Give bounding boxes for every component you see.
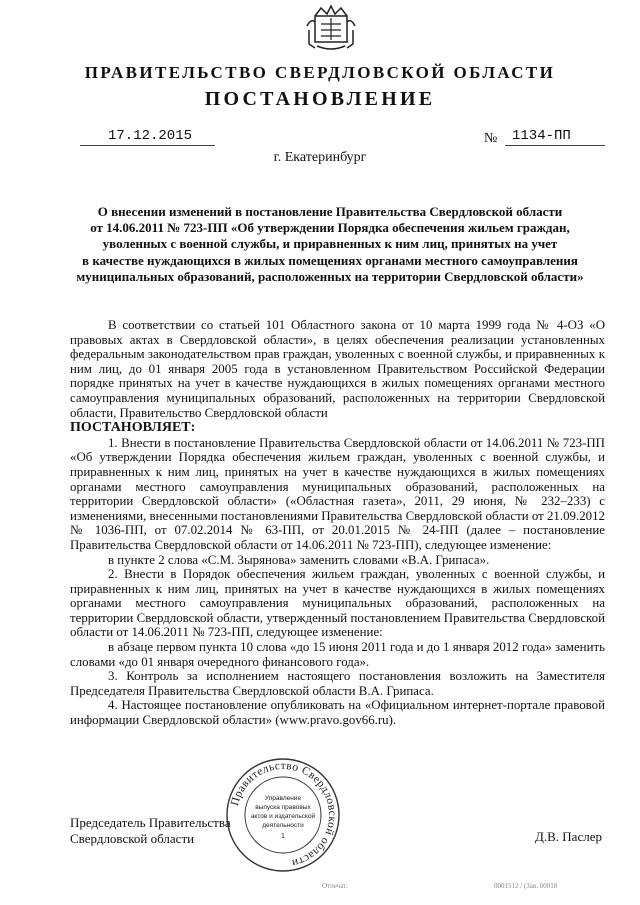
document-title bbox=[70, 204, 590, 285]
city: г. Екатеринбург bbox=[273, 150, 367, 165]
title-line: О внесении изменений в постановление Правительства Свердловской области bbox=[97, 204, 563, 219]
footer-right: 0001512 / (3ав. 00018 bbox=[494, 882, 558, 890]
stamp-number: 1 bbox=[281, 833, 285, 840]
number-sign: № bbox=[484, 131, 498, 146]
title-line: от 14.06.2011 № 723-ПП «Об утверждении Порядка обеспечения жильем граждан, bbox=[90, 220, 570, 236]
item-2-change: в абзаце первом пункта 10 слова «до 15 июня 2011 года и до 1 января 2012 года» заменить словами «до 01 января очередного финансового года». bbox=[70, 640, 605, 669]
date-underline bbox=[80, 145, 215, 146]
item-3: 3. Контроль за исполнением настоящего постановления возложить на Заместителя Председателя Правительства Свердловской области В.А. Грипаса. bbox=[70, 669, 605, 698]
resolves-heading: ПОСТАНОВЛЯЕТ: bbox=[70, 420, 196, 436]
coat-of-arms-icon bbox=[303, 4, 359, 52]
number-underline bbox=[505, 145, 605, 146]
signatory-position bbox=[70, 815, 231, 847]
official-stamp bbox=[224, 756, 342, 874]
title-line: уволенных с военной службы, и приравненных к ним лиц, принятых на учет bbox=[102, 236, 558, 252]
document-number: 1134-ПП bbox=[512, 128, 571, 144]
position-line: Свердловской области bbox=[70, 831, 195, 846]
document-date: 17.12.2015 bbox=[108, 128, 193, 144]
footer-left: Отпечат. bbox=[322, 882, 348, 890]
document-body bbox=[70, 318, 605, 728]
title-line: в качестве нуждающихся в жилых помещениях органами местного самоуправления bbox=[82, 252, 578, 268]
document-type: ПОСТАНОВЛЕНИЕ bbox=[204, 88, 436, 110]
stamp-line: выпуска правовых bbox=[255, 804, 311, 811]
signatory-name: Д.В. Паслер bbox=[535, 829, 602, 844]
item-1-change: в пункте 2 слова «С.М. Зырянова» заменить словами «В.А. Грипаса». bbox=[108, 552, 490, 567]
stamp-line: деятельности bbox=[262, 822, 304, 829]
stamp-line: актов и издательской bbox=[250, 813, 316, 820]
preamble: В соответствии со статьей 101 Областного закона от 10 марта 1999 года № 4-ОЗ «О правовых актах в Свердловской области», в целях обеспечения реализации установленных федеральным законодательством прав граждан, уволенных с военной службы, и приравненных к ним лиц, до 01 января 2005 года в установленном Правительством Российской Федерации порядке принятых на учет в качестве нуждающихся в жилых помещениях органами местного самоуправления муниципальных образований, расположенных на территории Свердловской области, Правительство Свердловской области bbox=[70, 318, 605, 420]
item-4: 4. Настоящее постановление опубликовать на «Официальном интернет-портале правовой информации Свердловской области» (www.pravo.gov66.ru). bbox=[70, 698, 605, 728]
stamp-line: Управление bbox=[264, 795, 302, 802]
government-name: ПРАВИТЕЛЬСТВО СВЕРДЛОВСКОЙ ОБЛАСТИ bbox=[84, 63, 556, 82]
stamp-outer-text: Правительство Свердловской области bbox=[228, 759, 339, 870]
item-2: 2. Внести в Порядок обеспечения жильем граждан, уволенных с военной службы, и приравненных к ним лиц, принятых на учет в качестве нуждающихся в жилых помещениях органами местного самоуправления муниципальных образований, расположенных на территории Свердловской области, утвержденный постановлением Правительства Свердловской области от 14.06.2011 № 723-ПП, следующее изменение: bbox=[70, 567, 605, 640]
position-line: Председатель Правительства bbox=[70, 815, 231, 830]
title-line: муниципальных образований, расположенных на территории Свердловской области» bbox=[76, 268, 584, 284]
item-1: 1. Внести в постановление Правительства Свердловской области от 14.06.2011 № 723-ПП «Об утверждении Порядка обеспечения жильем граждан, уволенных с военной службы, и приравненных к ним лиц, принятых на учет в качестве нуждающихся в жилых помещениях органами местного самоуправления муниципальных образований, расположенных на территории Свердловской области» («Областная газета», 2011, 29 июня, № 232–233) с изменениями, внесенными постановлениями Правительства Свердловской области от 21.09.2012 № 1036-ПП, от 07.02.2014 № 63-ПП, от 20.01.2015 № 24-ПП (далее – постановление Правительства Свердловской области от 14.06.2011 № 723-ПП), следующее изменение: bbox=[70, 435, 605, 552]
